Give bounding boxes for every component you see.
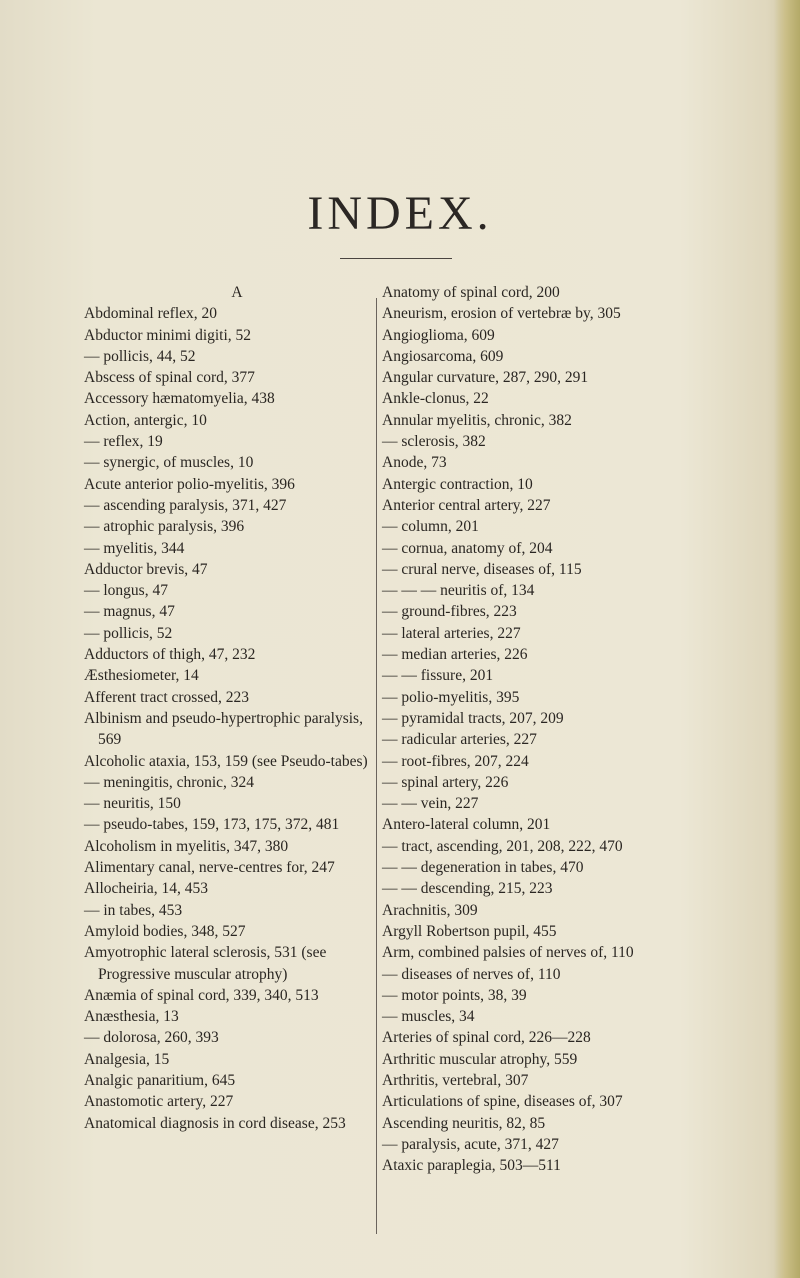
index-entry: Analgesia, 15: [84, 1050, 170, 1068]
index-entry: Anastomotic artery, 227: [84, 1093, 234, 1111]
index-entry: Æsthesiometer, 14: [84, 667, 199, 685]
index-entry: — magnus, 47: [84, 603, 175, 621]
index-entry: Aneurism, erosion of vertebræ by, 305: [382, 305, 621, 323]
index-entry: Articulations of spine, diseases of, 307: [382, 1093, 623, 1111]
index-entry: — cornua, anatomy of, 204: [382, 539, 553, 557]
index-entry: — neuritis, 150: [84, 795, 181, 813]
index-entry: Adductor brevis, 47: [84, 560, 208, 578]
index-entry: Arteries of spinal cord, 226—228: [382, 1029, 591, 1047]
index-entry: — longus, 47: [84, 582, 168, 600]
index-entry: Acute anterior polio-myelitis, 396: [84, 475, 295, 493]
index-entry: Alimentary canal, nerve-centres for, 247: [84, 859, 335, 877]
index-entry: — ground-fibres, 223: [382, 603, 517, 621]
index-entry: — pyramidal tracts, 207, 209: [382, 709, 564, 727]
index-entry: — reflex, 19: [84, 433, 163, 451]
index-entry: Anterior central artery, 227: [382, 496, 551, 514]
index-entry: Arachnitis, 309: [382, 901, 478, 919]
index-entry: — pseudo-tabes, 159, 173, 175, 372, 481: [84, 816, 340, 834]
index-entry: — column, 201: [382, 518, 479, 536]
index-entry: Anæsthesia, 13: [84, 1008, 179, 1026]
index-entry: — — descending, 215, 223: [382, 880, 553, 898]
index-entry: — — degeneration in tabes, 470: [382, 859, 584, 877]
index-entry: Accessory hæmatomyelia, 438: [84, 390, 275, 408]
index-entry: Anode, 73: [382, 454, 447, 472]
index-entry: Annular myelitis, chronic, 382: [382, 411, 572, 429]
index-entry: Ankle-clonus, 22: [382, 390, 489, 408]
index-entry: Albinism and pseudo-hypertrophic paralysis, 569: [84, 709, 363, 749]
index-entry: — — fissure, 201: [382, 667, 494, 685]
index-entry: — synergic, of muscles, 10: [84, 454, 254, 472]
index-entry: — root-fibres, 207, 224: [382, 752, 529, 770]
index-entry: — diseases of nerves of, 110: [382, 965, 561, 983]
index-entry: Alcoholism in myelitis, 347, 380: [84, 837, 289, 855]
index-entry: — tract, ascending, 201, 208, 222, 470: [382, 837, 623, 855]
index-entry: — median arteries, 226: [382, 646, 528, 664]
index-entry: — crural nerve, diseases of, 115: [382, 560, 582, 578]
index-entry: — dolorosa, 260, 393: [84, 1029, 219, 1047]
index-entry: — meningitis, chronic, 324: [84, 773, 255, 791]
title-rule: [340, 258, 452, 259]
column-divider: [376, 298, 377, 1234]
index-entry: Antero-lateral column, 201: [382, 816, 551, 834]
index-column-left: [84, 282, 376, 1134]
index-entry: Arm, combined palsies of nerves of, 110: [382, 944, 634, 962]
index-entry: — pollicis, 52: [84, 624, 173, 642]
index-title: INDEX.: [307, 187, 493, 240]
index-entry: — — — neuritis of, 134: [382, 582, 535, 600]
index-entry: Allocheiria, 14, 453: [84, 880, 208, 898]
index-entry: Abscess of spinal cord, 377: [84, 369, 255, 387]
index-entry: Analgic panaritium, 645: [84, 1071, 236, 1089]
index-entry: Amyloid bodies, 348, 527: [84, 922, 246, 940]
index-entry: — motor points, 38, 39: [382, 986, 527, 1004]
index-entry: — radicular arteries, 227: [382, 731, 537, 749]
index-entry: — — vein, 227: [382, 795, 479, 813]
index-entry: Arthritic muscular atrophy, 559: [382, 1050, 578, 1068]
index-entry: — paralysis, acute, 371, 427: [382, 1135, 559, 1153]
index-entry: — spinal artery, 226: [382, 773, 509, 791]
index-entry: Anatomical diagnosis in cord disease, 253: [84, 1114, 346, 1132]
index-entry: — sclerosis, 382: [382, 433, 486, 451]
index-entry: Alcoholic ataxia, 153, 159 (see Pseudo-tabes): [84, 752, 368, 770]
index-entry: — in tabes, 453: [84, 901, 183, 919]
index-entry: — ascending paralysis, 371, 427: [84, 496, 287, 514]
index-entry: Argyll Robertson pupil, 455: [382, 922, 557, 940]
index-column-right: [382, 282, 742, 1176]
index-entry: Angular curvature, 287, 290, 291: [382, 369, 589, 387]
index-entry: — muscles, 34: [382, 1008, 475, 1026]
index-entry: Abductor minimi digiti, 52: [84, 326, 252, 344]
index-entry: Ascending neuritis, 82, 85: [382, 1114, 546, 1132]
index-entry: — polio-myelitis, 395: [382, 688, 520, 706]
index-entry: Amyotrophic lateral sclerosis, 531 (see Progressive muscular atrophy): [84, 944, 327, 983]
index-entry: Anæmia of spinal cord, 339, 340, 513: [84, 986, 319, 1004]
index-entry: — myelitis, 344: [84, 539, 185, 557]
index-entry: — lateral arteries, 227: [382, 624, 521, 642]
index-entry: Angioglioma, 609: [382, 326, 495, 344]
index-entry: — pollicis, 44, 52: [84, 347, 196, 365]
index-entry: — atrophic paralysis, 396: [84, 518, 245, 536]
index-entry: Afferent tract crossed, 223: [84, 688, 249, 706]
section-letter: A: [231, 284, 243, 301]
index-entry: Abdominal reflex, 20: [84, 305, 218, 323]
index-entry: Adductors of thigh, 47, 232: [84, 646, 256, 664]
index-entry: Antergic contraction, 10: [382, 475, 533, 493]
index-entry: Action, antergic, 10: [84, 411, 207, 429]
index-entry: Anatomy of spinal cord, 200: [382, 284, 560, 301]
index-entry: Ataxic paraplegia, 503—511: [382, 1157, 561, 1175]
index-entry: Angiosarcoma, 609: [382, 347, 504, 365]
index-entry: Arthritis, vertebral, 307: [382, 1071, 529, 1089]
